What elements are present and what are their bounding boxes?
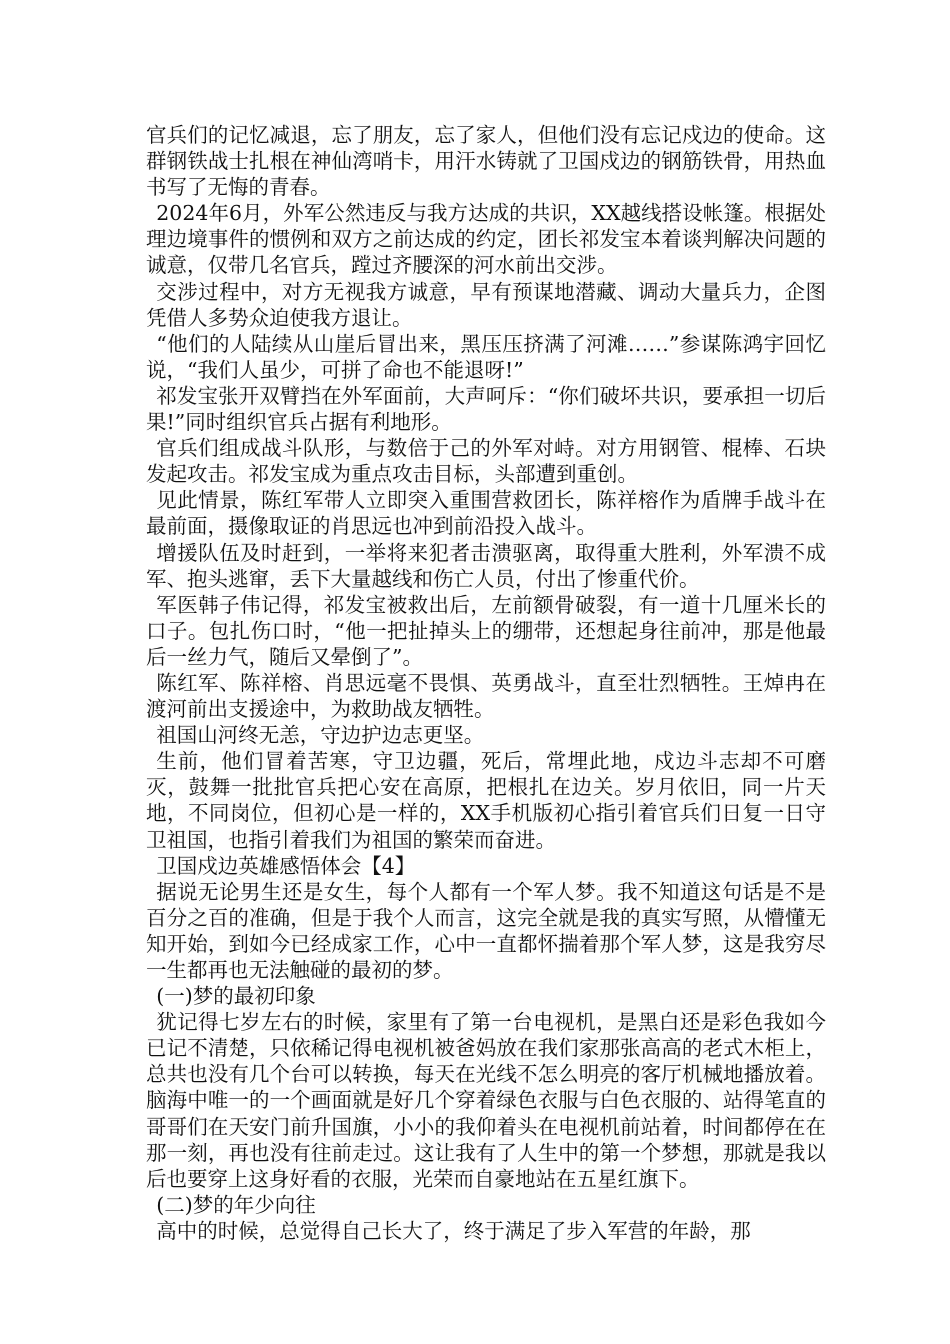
- paragraph-5: 祁发宝张开双臂挡在外军面前，大声呵斥：“你们破坏共识，要承担一切后果!”同时组织官兵占据有利地形。: [146, 383, 826, 435]
- paragraph-9: 军医韩子伟记得，祁发宝被救出后，左前额骨破裂，有一道十几厘米长的口子。包扎伤口时，“他一把扯掉头上的绷带，还想起身往前冲，那是他最后一丝力气，随后又晕倒了”。: [146, 592, 826, 669]
- paragraph-10: 陈红军、陈祥榕、肖思远毫不畏惧、英勇战斗，直至壮烈牺牲。王焯冉在渡河前出支援途中，为救助战友牺牲。: [146, 670, 826, 722]
- paragraph-12: 生前，他们冒着苦寒，守卫边疆，死后，常埋此地，戍边斗志却不可磨灭，鼓舞一批批官兵把心安在高原，把根扎在边关。岁月依旧，同一片天地，不同岗位，但初心是一样的，XX手机版初心指引着官兵们日复一日守卫祖国，也指引着我们为祖国的繁荣而奋进。: [146, 749, 826, 852]
- subheading-2: (二)梦的年少向往: [156, 1192, 316, 1217]
- paragraph-2: 2024年6月，外军公然违反与我方达成的共识，XX越线搭设帐篷。根据处理边境事件的惯例和双方之前达成的约定，团长祁发宝本着谈判解决问题的诚意，仅带几名官兵，蹚过齐腰深的河水前出交涉。: [146, 201, 826, 278]
- paragraph-16: 犹记得七岁左右的时候，家里有了第一台电视机，是黑白还是彩色我如今已记不清楚，只依稀记得电视机被爸妈放在我们家那张高高的老式木柜上，总共也没有几个台可以转换，每天在光线不怎么明亮的客厅机械地播放着。脑海中唯一的一个画面就是好几个穿着绿色衣服与白色衣服的、站得笔直的哥哥们在天安门前升国旗，小小的我仰着头在电视机前站着，时间都停在在那一刻，再也没有往前走过。这让我有了人生中的第一个梦想，那就是我以后也要穿上这身好看的衣服，光荣而自豪地站在五星红旗下。: [146, 1010, 826, 1191]
- paragraph-8: 增援队伍及时赶到，一举将来犯者击溃驱离，取得重大胜利，外军溃不成军、抱头逃窜，丢下大量越线和伤亡人员，付出了惨重代价。: [146, 540, 826, 591]
- paragraph-14: 据说无论男生还是女生，每个人都有一个军人梦。我不知道这句话是不是百分之百的准确，但是于我个人而言，这完全就是我的真实写照，从懵懂无知开始，到如今已经成家工作，心中一直都怀揣着那个军人梦，这是我穷尽一生都再也无法触碰的最初的梦。: [146, 879, 826, 982]
- section-heading-4: 卫国戍边英雄感悟体会【4】: [156, 853, 416, 878]
- paragraph-4: “他们的人陆续从山崖后冒出来，黑压压挤满了河滩……”参谋陈鸿宇回忆说，“我们人虽少，可拼了命也不能退呀!”: [146, 331, 826, 382]
- paragraph-7: 见此情景，陈红军带人立即突入重围营救团长，陈祥榕作为盾牌手战斗在最前面，摄像取证的肖思远也冲到前沿投入战斗。: [146, 488, 826, 539]
- paragraph-6: 官兵们组成战斗队形，与数倍于己的外军对峙。对方用钢管、棍棒、石块发起攻击。祁发宝成为重点攻击目标，头部遭到重创。: [146, 436, 826, 487]
- paragraph-1: 官兵们的记忆减退，忘了朋友，忘了家人，但他们没有忘记戍边的使命。这群钢铁战士扎根在神仙湾哨卡，用汗水铸就了卫国戍边的钢筋铁骨，用热血书写了无悔的青春。: [146, 123, 826, 200]
- paragraph-3: 交涉过程中，对方无视我方诚意，早有预谋地潜藏、调动大量兵力，企图凭借人多势众迫使我方退让。: [146, 279, 826, 330]
- subheading-1: (一)梦的最初印象: [156, 984, 316, 1009]
- document-page: [146, 122, 826, 1244]
- paragraph-18: 高中的时候，总觉得自己长大了，终于满足了步入军营的年龄，那: [156, 1218, 751, 1243]
- paragraph-11: 祖国山河终无恙，守边护边志更坚。: [156, 723, 485, 748]
